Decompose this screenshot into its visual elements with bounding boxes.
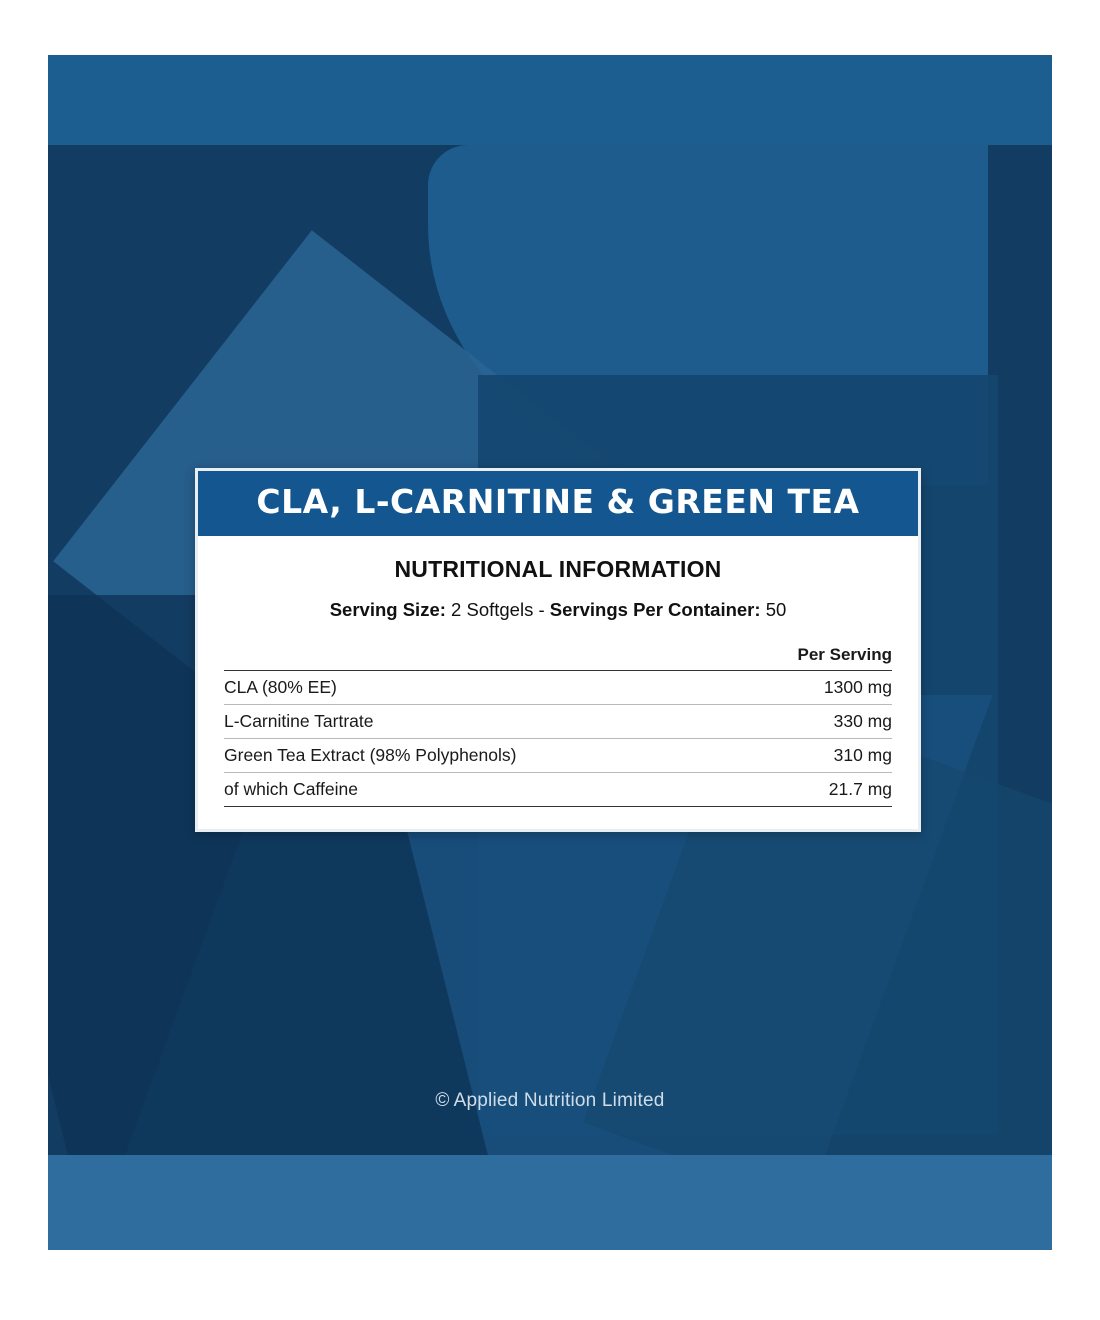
serving-info	[224, 599, 892, 621]
serving-size-label: Serving Size:	[329, 598, 446, 620]
servings-per-container-value: 50	[765, 598, 787, 620]
copyright-text: Applied Nutrition Limited	[453, 1090, 665, 1111]
nutrition-panel	[195, 468, 921, 832]
product-title: CLA, L-CARNITINE & GREEN TEA	[256, 482, 860, 521]
table-row	[224, 704, 892, 738]
table-row	[224, 738, 892, 772]
copyright-line	[48, 1090, 1052, 1112]
nutrient-name: CLA (80% EE)	[224, 670, 729, 704]
background-band-bottom	[48, 1155, 1052, 1250]
serving-size-value: 2 Softgels	[451, 598, 534, 620]
nutrition-panel-body	[198, 536, 918, 829]
nutrition-table-body	[224, 670, 892, 806]
product-image	[48, 55, 1052, 1250]
background-band-top	[48, 55, 1052, 145]
nutrient-amount: 330 mg	[729, 704, 892, 738]
nutrition-table-head	[224, 645, 892, 671]
table-row	[224, 670, 892, 704]
nutrient-amount: 21.7 mg	[729, 772, 892, 806]
nutrient-name: L-Carnitine Tartrate	[224, 704, 729, 738]
servings-per-container-label: Servings Per Container:	[549, 598, 761, 620]
column-header-per-serving: Per Serving	[729, 645, 892, 671]
table-header-row	[224, 645, 892, 671]
section-title: NUTRITIONAL INFORMATION	[394, 555, 722, 582]
nutrition-panel-header	[198, 471, 918, 536]
nutrition-table	[224, 645, 892, 807]
column-header-nutrient	[224, 645, 729, 671]
serving-separator: -	[538, 598, 545, 620]
nutrient-name: of which Caffeine	[224, 772, 729, 806]
table-row	[224, 772, 892, 806]
nutrient-amount: 1300 mg	[729, 670, 892, 704]
nutrient-amount: 310 mg	[729, 738, 892, 772]
copyright-icon: ©	[435, 1090, 450, 1111]
nutrient-name: Green Tea Extract (98% Polyphenols)	[224, 738, 729, 772]
